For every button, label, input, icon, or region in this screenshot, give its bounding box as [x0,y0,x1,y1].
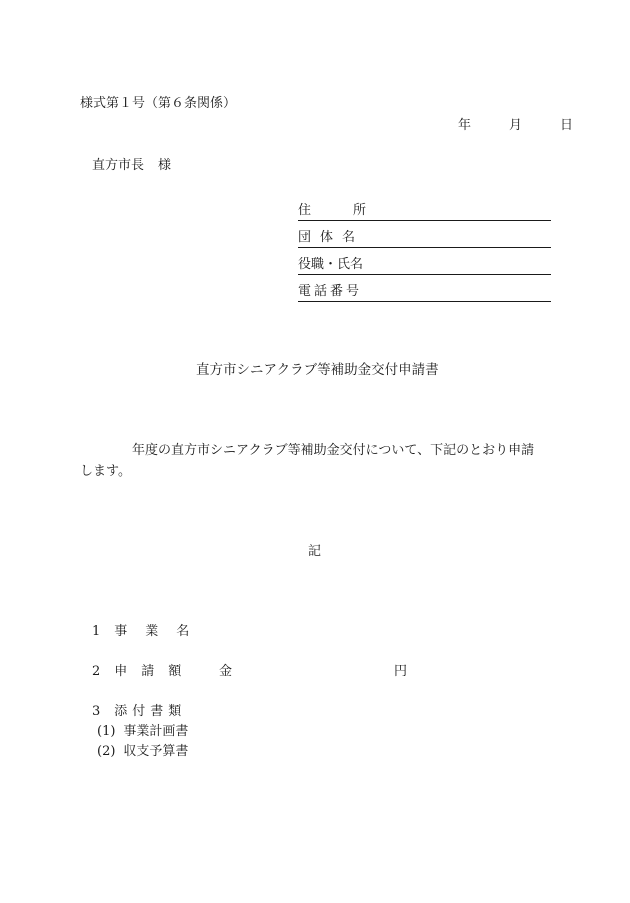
attachment-label: 事業計画書 [123,724,189,739]
date-line [458,119,573,132]
date-month: 月 [509,118,523,133]
addressee-honorific: 様 [158,158,172,173]
item1-label: 事業名 [114,624,208,639]
position-name-label: 役職・氏名 [298,257,364,272]
attachment-item [97,725,188,738]
item2-label: 申請額 [114,664,196,679]
organization-label: 団体名 [298,230,365,245]
amount-kin: 金 [219,664,233,679]
address-field[interactable] [298,202,551,221]
ki-heading: 記 [308,544,322,559]
form-number: 様式第１号（第６条関係） [80,96,237,111]
item-project-name [92,625,207,638]
addressee [92,159,171,172]
body-text-line1: 年度の直方市シニアクラブ等補助金交付について、下記のとおり申請 [132,443,535,458]
position-name-field[interactable] [298,256,551,275]
item2-number: 2 [92,664,101,679]
date-year: 年 [458,118,472,133]
item3-label: 添付書類 [114,704,187,719]
phone-label: 電話番号 [298,284,363,299]
attachment-label: 収支予算書 [123,744,189,759]
address-label-part1: 住 [298,203,312,218]
attachment-item [97,745,188,758]
organization-field[interactable] [298,229,551,248]
addressee-mayor: 直方市長 [92,158,145,173]
item3-number: 3 [92,704,101,719]
date-day: 日 [560,118,574,133]
item-attachments [92,705,186,718]
item1-number: 1 [92,624,101,639]
attachment-number: (2) [97,744,116,759]
amount-yen: 円 [394,664,408,679]
attachment-number: (1) [97,724,116,739]
address-label-part2: 所 [353,203,367,218]
body-text-line2: します。 [80,464,131,479]
item-application-amount [92,664,408,679]
document-title: 直方市シニアクラブ等補助金交付申請書 [196,362,439,378]
phone-field[interactable] [298,283,551,302]
address-label [298,204,366,217]
